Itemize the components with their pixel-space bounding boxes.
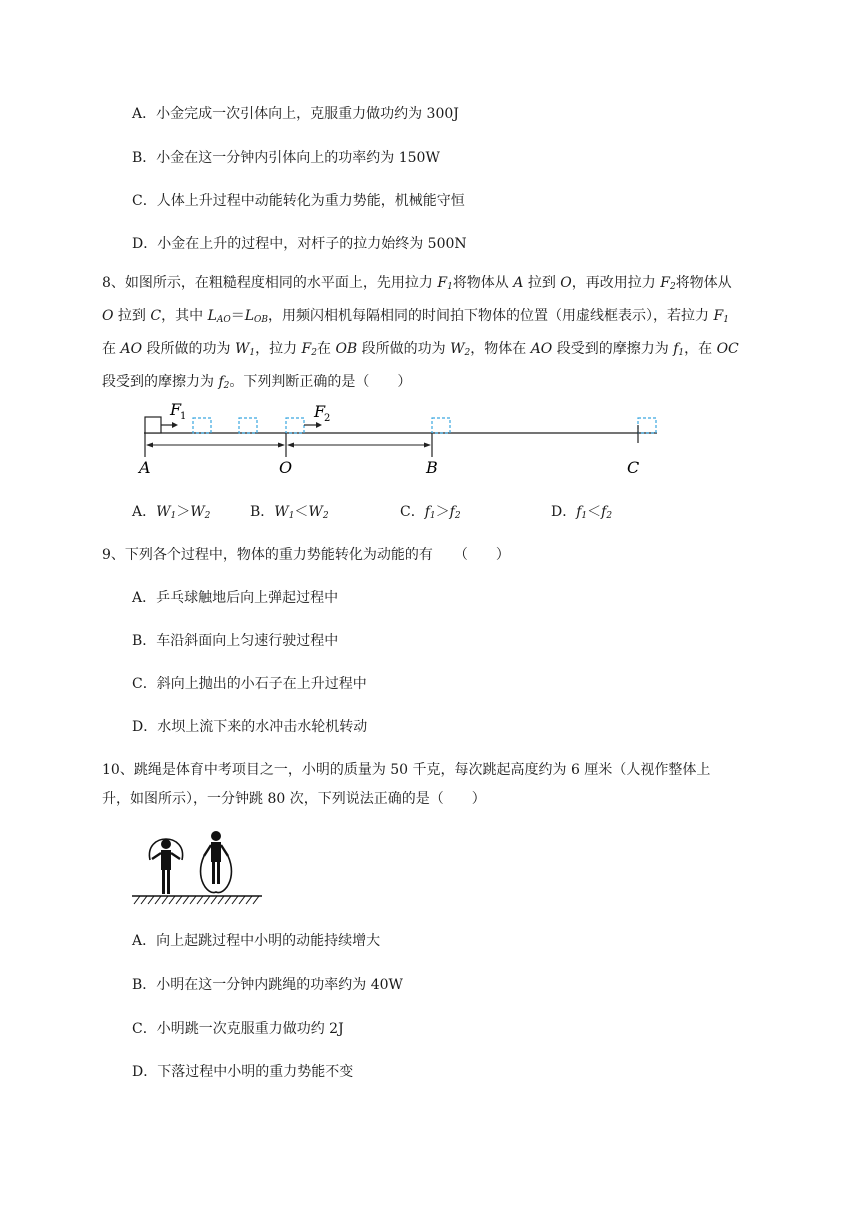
jumper1-head: [161, 839, 171, 849]
dashed-position-1: [193, 418, 211, 433]
jumper1-right-leg: [167, 870, 170, 894]
q10-option-d: D．下落过程中小明的重力势能不变: [132, 1064, 354, 1080]
dashed-position-2: [239, 418, 257, 433]
q9-stem: 9、下列各个过程中，物体的重力势能转化为动能的有 （ ）: [102, 547, 510, 563]
jumper2-body: [211, 842, 221, 862]
dashed-position-5: [638, 418, 656, 433]
q10-option-b: B．小明在这一分钟内跳绳的功率约为 40W: [132, 977, 403, 993]
jumper2-right-leg: [217, 862, 220, 884]
q9-option-a: A．乒乓球触地后向上弹起过程中: [132, 590, 339, 606]
dim-ob-right-arrowhead-icon: [424, 443, 431, 448]
jumper2-head: [211, 831, 221, 841]
jumper2-left-leg: [212, 862, 215, 884]
q7-option-c: C．人体上升过程中动能转化为重力势能，机械能守恒: [132, 193, 465, 209]
f2-label: F: [314, 402, 326, 421]
q10-rope-jump-figure: [128, 826, 268, 908]
q8-option-b: B．$W_1<W_2$: [250, 504, 329, 521]
q10-option-a: A．向上起跳过程中小明的动能持续增大: [132, 933, 381, 949]
q9-option-c: C．斜向上抛出的小石子在上升过程中: [132, 676, 367, 692]
f1-label: F: [170, 400, 182, 419]
q7-option-a: A．小金完成一次引体向上，克服重力做功约为 300J: [132, 106, 459, 122]
q9-option-d: D．水坝上流下来的水冲击水轮机转动: [132, 719, 368, 735]
dim-ao-left-arrowhead-icon: [146, 443, 153, 448]
ground-hatching: [134, 896, 259, 904]
dashed-position-3: [286, 418, 304, 433]
dim-ao-right-arrowhead-icon: [278, 443, 285, 448]
q10-option-c: C．小明跳一次克服重力做功约 2J: [132, 1021, 344, 1037]
q8-stem: 8、如图所示，在粗糙程度相同的水平面上，先用拉力 $F_1$将物体从 A 拉到 O，再改用拉力 $F_2$将物体从 O 拉到 C，其中 $L_{AO}=L_{OB}$，用频闪相机每隔相同的时间拍下物体的位置（用虚线框表示），若拉力 $F_1$在 AO 段所做的功为 $W_1$，拉力 $F_2$在 OB 段所做的功为 $W_2$，物体在 AO 段受到的摩擦力为 $f_1$，在 OC 段受到的摩擦力为 $f_2$。下列判断正确的是（ ）: [102, 275, 739, 391]
point-a-label: A: [139, 458, 151, 477]
q9-option-b: B．车沿斜面向上匀速行驶过程中: [132, 633, 339, 649]
q8-option-a: A．$W_1>W_2$: [132, 504, 211, 521]
f1-sub-label: 1: [180, 411, 187, 422]
dim-ob-left-arrowhead-icon: [287, 443, 294, 448]
point-o-label: O: [279, 458, 293, 477]
q7-option-b: B．小金在这一分钟内引体向上的功率约为 150W: [132, 150, 440, 166]
point-b-label: B: [426, 458, 438, 477]
q10-stem-line2: 升，如图所示），一分钟跳 80 次，下列说法正确的是（ ）: [102, 791, 486, 807]
q7-option-d: D．小金在上升的过程中，对杆子的拉力始终为 500N: [132, 236, 467, 252]
object-block: [145, 417, 161, 433]
point-c-label: C: [627, 458, 640, 477]
f2-sub-label: 2: [324, 413, 331, 424]
q10-stem-line1: 10、跳绳是体育中考项目之一，小明的质量为 50 千克，每次跳起高度约为 6 厘米（人视作整体上: [102, 762, 711, 778]
jumper1-body: [161, 850, 171, 870]
q8-motion-diagram: [130, 395, 670, 480]
jumper1-left-leg: [162, 870, 165, 894]
dashed-position-4: [432, 418, 450, 433]
q8-option-d: D．$f_1<f_2$: [551, 504, 613, 521]
f1-arrowhead-icon: [172, 422, 178, 428]
f2-arrowhead-icon: [316, 422, 322, 428]
q8-option-c: C．$f_1>f_2$: [400, 504, 461, 521]
